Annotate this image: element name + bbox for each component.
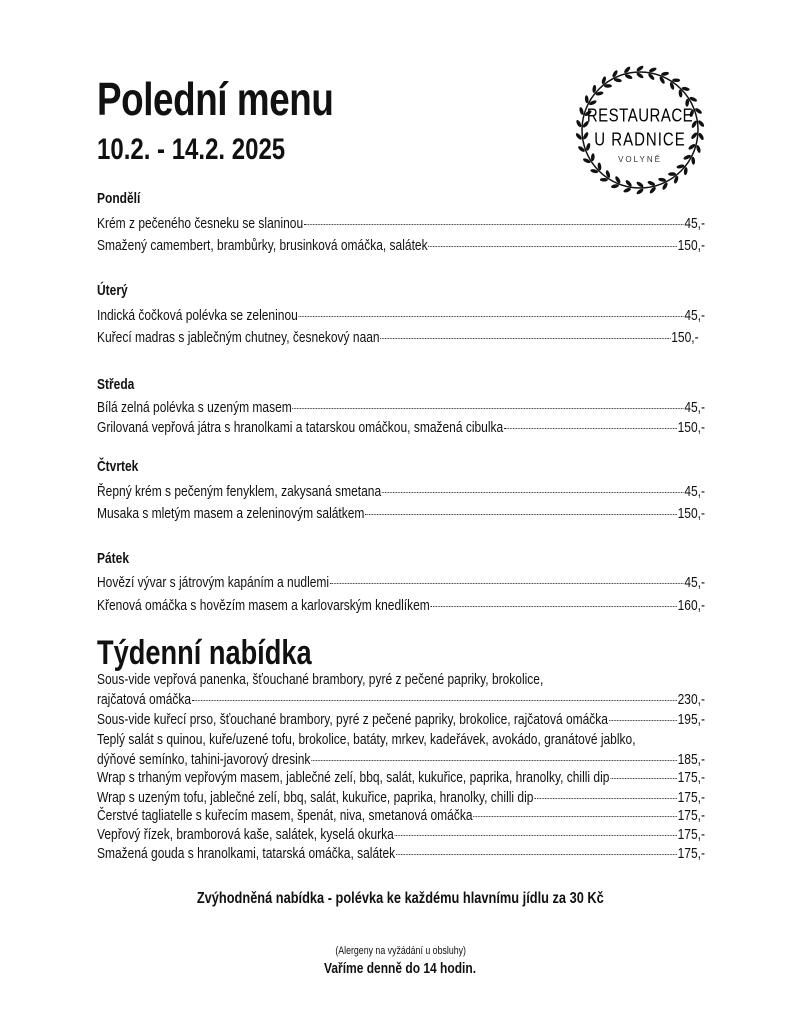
item-price: 45,-	[684, 399, 705, 416]
item-name: Bílá zelná polévka s uzeným masem	[97, 399, 292, 416]
item-price: 175,-	[677, 807, 705, 824]
menu-item	[97, 306, 705, 326]
menu-item	[97, 596, 705, 616]
item-price: 150,-	[671, 329, 699, 346]
item-price: 45,-	[684, 215, 705, 232]
menu-item	[97, 806, 705, 826]
hours-text: Vaříme denně do 14 hodin.	[324, 960, 477, 977]
menu-item	[97, 844, 705, 864]
dot-leader	[610, 778, 677, 779]
item-name: Wrap s trhaným vepřovým masem, jablečné zelí, bbq, salát, kukuřice, paprika, hranolky, chilli dip	[97, 769, 610, 786]
menu-item	[97, 788, 705, 808]
item-price: 195,-	[677, 711, 705, 728]
day-heading: Pondělí	[97, 190, 141, 207]
page-title: Polední menu	[97, 73, 334, 125]
item-name: Vepřový řízek, bramborová kaše, salátek, kyselá okurka	[97, 826, 394, 843]
dot-leader	[299, 316, 684, 317]
item-name: Hovězí vývar s játrovým kapáním a nudlemi	[97, 574, 330, 591]
dot-leader	[534, 798, 677, 799]
item-name: Krém z pečeného česneku se slaninou	[97, 215, 304, 232]
item-name: Řepný krém s pečeným fenyklem, zakysaná smetana	[97, 483, 382, 500]
menu-item	[97, 236, 705, 256]
item-price: 175,-	[677, 789, 705, 806]
item-price: 160,-	[677, 597, 705, 614]
item-price: 150,-	[677, 505, 705, 522]
menu-item	[97, 482, 705, 502]
dot-leader	[311, 760, 677, 761]
dot-leader	[609, 720, 677, 721]
item-name: Smažená gouda s hranolkami, tatarská omáčka, salátek	[97, 845, 396, 862]
menu-item	[97, 504, 705, 524]
dot-leader	[192, 700, 677, 701]
dot-leader	[330, 583, 684, 584]
menu-item	[97, 690, 705, 710]
menu-item	[97, 214, 705, 234]
dot-leader	[304, 224, 684, 225]
menu-item	[97, 768, 705, 788]
item-name-line: Sous-vide vepřová panenka, šťouchané brambory, pyré z pečené papriky, brokolice,	[97, 671, 544, 688]
item-name: Čerstvé tagliatelle s kuřecím masem, špenát, niva, smetanová omáčka	[97, 807, 473, 824]
dot-leader	[293, 408, 684, 409]
item-price: 175,-	[677, 769, 705, 786]
daily-menu	[97, 0, 705, 1024]
logo-line3: VOLYNĚ	[618, 155, 662, 164]
menu-item	[97, 398, 705, 418]
dot-leader	[382, 492, 684, 493]
day-heading: Čtvrtek	[97, 458, 139, 475]
menu-item	[97, 418, 705, 438]
logo-line1: RESTAURACE	[586, 104, 694, 126]
allergens-text: (Alergeny na vyžádání u obsluhy)	[335, 945, 466, 957]
item-name: Kuřecí madras s jablečným chutney, česnekový naan	[97, 329, 380, 346]
item-name: dýňové semínko, tahini-javorový dresink	[97, 751, 311, 768]
menu-item	[97, 750, 705, 770]
dot-leader	[431, 606, 677, 607]
item-name: Smažený camembert, brambůrky, brusinková omáčka, salátek	[97, 237, 428, 254]
dot-leader	[365, 514, 677, 515]
item-price: 150,-	[677, 237, 705, 254]
day-heading: Pátek	[97, 550, 130, 567]
menu-item	[97, 710, 705, 730]
item-price: 150,-	[677, 419, 705, 436]
item-name: rajčatová omáčka	[97, 691, 192, 708]
day-heading: Úterý	[97, 282, 128, 299]
allergens-note	[0, 945, 801, 957]
soup-offer-note	[0, 890, 801, 908]
dot-leader	[380, 338, 670, 339]
day-heading: Středa	[97, 376, 135, 393]
soup-offer-text: Zvýhodněná nabídka - polévka ke každému hlavnímu jídlu za 30 Kč	[197, 890, 604, 907]
dot-leader	[473, 816, 677, 817]
menu-item	[97, 573, 705, 593]
menu-item	[97, 328, 699, 348]
weekly-offer-heading: Týdenní nabídka	[97, 634, 312, 672]
item-name: Sous-vide kuřecí prso, šťouchané brambory, pyré z pečené papriky, brokolice, rajčatová omáčka	[97, 711, 608, 728]
dot-leader	[428, 246, 676, 247]
item-name: Musaka s mletým masem a zeleninovým salátkem	[97, 505, 365, 522]
item-name: Grilovaná vepřová játra s hranolkami a tatarskou omáčkou, smažená cibulka	[97, 419, 504, 436]
item-price: 45,-	[684, 483, 705, 500]
item-price: 175,-	[677, 845, 705, 862]
dot-leader	[395, 835, 677, 836]
item-name: Wrap s uzeným tofu, jablečné zelí, bbq, salát, kukuřice, paprika, hranolky, chilli dip	[97, 789, 534, 806]
menu-item	[97, 825, 705, 845]
item-price: 185,-	[677, 751, 705, 768]
item-price: 175,-	[677, 826, 705, 843]
hours-note	[0, 960, 801, 977]
item-price: 45,-	[684, 574, 705, 591]
logo-line2: U RADNICE	[594, 128, 686, 150]
item-name-line: Teplý salát s quinou, kuře/uzené tofu, brokolice, batáty, mrkev, kadeřávek, avokádo, granátové jablko,	[97, 731, 636, 748]
item-name: Indická čočková polévka se zeleninou	[97, 307, 298, 324]
item-name: Křenová omáčka s hovězím masem a karlovarským knedlíkem	[97, 597, 430, 614]
date-range: 10.2. - 14.2. 2025	[97, 133, 286, 166]
dot-leader	[504, 428, 677, 429]
item-price: 45,-	[684, 307, 705, 324]
item-price: 230,-	[677, 691, 705, 708]
dot-leader	[396, 854, 677, 855]
